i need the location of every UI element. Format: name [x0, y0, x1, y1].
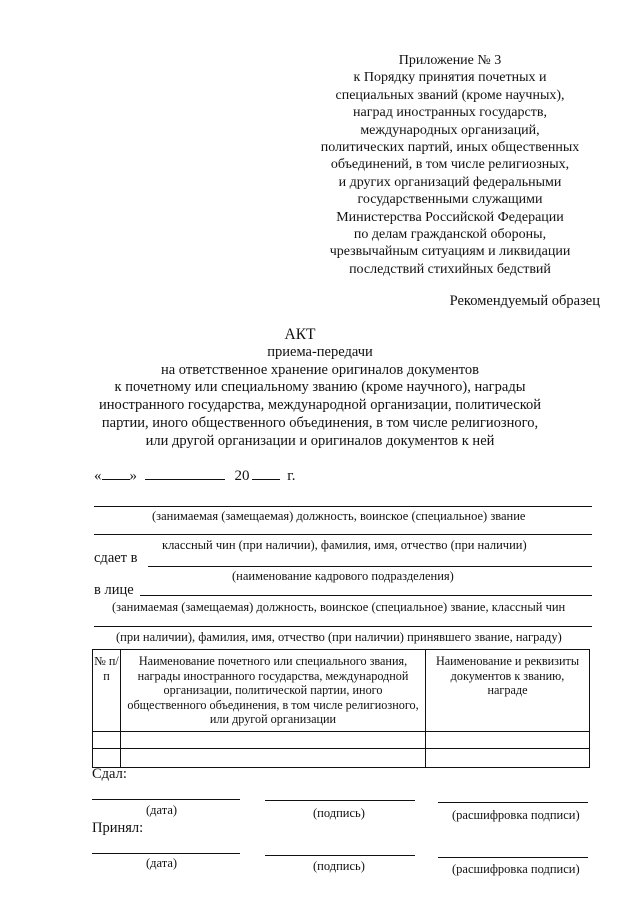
subtitle-line: приема-передачи	[267, 344, 373, 360]
received-signature-caption: (подпись)	[313, 859, 365, 873]
name2-field-line[interactable]	[94, 626, 592, 627]
name2-caption: (при наличии), фамилия, имя, отчество (при наличии) принявшего звание, награду)	[116, 630, 562, 644]
recommended-sample-label: Рекомендуемый образец	[449, 293, 600, 309]
appendix-line: Приложение № 3	[398, 53, 502, 68]
date-line	[94, 465, 295, 485]
received-date-line[interactable]	[92, 853, 240, 854]
appendix-line: международных организаций,	[360, 122, 540, 138]
subtitle-line: партии, иного общественного объединения, в том числе религиозного,	[101, 414, 539, 431]
position-field-line[interactable]	[94, 506, 592, 507]
person-field-line[interactable]	[140, 595, 592, 596]
appendix-line: политических партий, иных общественных	[320, 140, 580, 156]
department-field-line[interactable]	[148, 566, 592, 567]
department-caption: (наименование кадрового подразделения)	[232, 569, 454, 583]
table-cell[interactable]	[426, 748, 590, 767]
documents-table	[92, 649, 590, 768]
appendix-block	[300, 52, 600, 278]
table-row	[93, 748, 590, 767]
handover-label: сдает в	[94, 550, 138, 566]
year-prefix: 20	[234, 468, 250, 484]
year-blank[interactable]	[252, 465, 280, 480]
header-award-name: Наименование почетного или специального звания, награды иностранного государства, международной организации, политической партии, иного общественного объединения, в том числе религиозного, или другой организации	[121, 650, 426, 732]
appendix-line: наград иностранных государств,	[353, 105, 547, 121]
table-cell[interactable]	[93, 748, 121, 767]
year-suffix: г.	[287, 468, 296, 484]
subtitle-line: на ответственное хранение оригиналов документов	[160, 361, 479, 378]
appendix-line: чрезвычайным ситуациям и ликвидации	[329, 244, 571, 260]
month-blank[interactable]	[145, 465, 225, 480]
appendix-line: по делам гражданской обороны,	[353, 227, 547, 243]
table-row	[93, 731, 590, 748]
appendix-line: Министерства Российской Федерации	[336, 209, 564, 225]
table-cell[interactable]	[121, 748, 426, 767]
gave-signature-line[interactable]	[265, 800, 415, 801]
name-caption: классный чин (при наличии), фамилия, имя, отчество (при наличии)	[162, 538, 527, 552]
received-decode-caption: (расшифровка подписи)	[452, 862, 580, 876]
received-signature-line[interactable]	[265, 855, 415, 856]
table-header-row	[93, 650, 590, 732]
appendix-line: объединений, в том числе религиозных,	[330, 157, 570, 173]
appendix-line: к Порядку принятия почетных и	[353, 70, 547, 86]
received-label: Принял:	[92, 820, 144, 836]
gave-date-caption: (дата)	[146, 803, 178, 817]
subtitle-line: к почетному или специальному званию (кроме научного), награды	[114, 379, 526, 396]
gave-signature-caption: (подпись)	[313, 806, 365, 820]
table-cell[interactable]	[93, 731, 121, 748]
received-decode-line[interactable]	[438, 857, 588, 858]
received-date-caption: (дата)	[146, 856, 178, 870]
appendix-line: последствий стихийных бедствий	[349, 261, 551, 277]
gave-decode-line[interactable]	[438, 802, 588, 803]
position-caption: (занимаемая (замещаемая) должность, воинское (специальное) звание	[152, 509, 526, 523]
person-label: в лице	[94, 582, 134, 598]
header-number: № п/п	[93, 650, 121, 732]
position2-caption: (занимаемая (замещаемая) должность, воинское (специальное) звание, классный чин	[112, 600, 566, 614]
day-blank[interactable]	[102, 465, 130, 480]
document-subtitle	[60, 344, 580, 450]
date-close-quote: »	[129, 468, 137, 484]
gave-decode-caption: (расшифровка подписи)	[452, 808, 580, 822]
date-open-quote: «	[94, 468, 102, 484]
appendix-line: и других организаций федеральными	[338, 174, 562, 190]
subtitle-line: иностранного государства, международной организации, политической	[98, 397, 542, 414]
name-field-line[interactable]	[94, 534, 592, 535]
appendix-line: государственными служащими	[357, 192, 543, 208]
document-title: АКТ	[284, 326, 316, 343]
subtitle-line: или другой организации и оригиналов документов к ней	[145, 432, 495, 449]
appendix-line: специальных званий (кроме научных),	[335, 87, 565, 103]
gave-label: Сдал:	[92, 766, 127, 782]
table-cell[interactable]	[426, 731, 590, 748]
gave-date-line[interactable]	[92, 799, 240, 800]
table-cell[interactable]	[121, 731, 426, 748]
header-documents: Наименование и реквизиты документов к званию, награде	[426, 650, 590, 732]
